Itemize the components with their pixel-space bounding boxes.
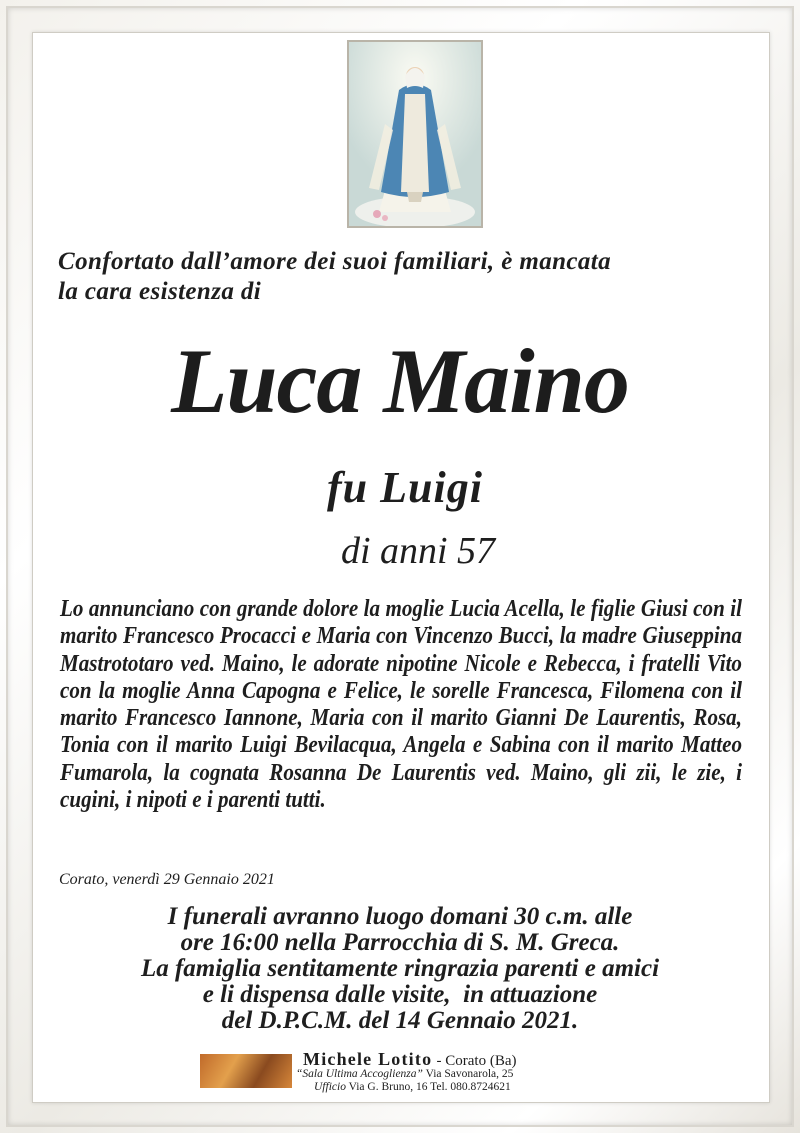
funeral-home-city: - Corato (Ba) — [436, 1053, 517, 1069]
intro-line-2: la cara esistenza di — [58, 278, 262, 305]
funeral-line: La famiglia sentitamente ringrazia parenti e amici — [140, 955, 660, 982]
funeral-home-logo — [200, 1054, 292, 1088]
funeral-info — [0, 904, 800, 1034]
funeral-home-office — [314, 1080, 754, 1094]
funeral-line: e li dispensa dalle visite, in attuazione — [202, 981, 598, 1008]
deceased-name: Luca Maino — [171, 330, 629, 432]
madonna-image — [347, 40, 483, 228]
intro-text — [58, 247, 758, 307]
office-address: Via G. Bruno, 16 — [348, 1081, 428, 1093]
funeral-line: I funerali avranno luogo domani 30 c.m. alle — [167, 903, 633, 930]
announcement-text: Lo annunciano con grande dolore la moglie Lucia Acella, le figlie Giusi con il marito Francesco Procacci e Maria con Vincenzo Bucci, la madre Giuseppina Mastrototaro ved. Maino, le adorate nipotine Nicole e Rebecca, i fratelli Vito con la moglie Anna Capogna e Felice, le sorelle Francesca, Filomena con il marito Francesco Iannone, Maria con il marito Gianni De Laurentis, Rosa, Tonia con il marito Luigi Bevilacqua, Angela e Sabina con il marito Matteo Fumarola, la cognata Rosanna De Laurentis ved. Maino, gli zii, le zie, i cugini, i nipoti e i parenti tutti. — [60, 595, 742, 814]
intro-line-1: Confortato dall’amore dei suoi familiari, è mancata — [58, 248, 612, 275]
funeral-home-name: Michele Lotito — [303, 1049, 433, 1069]
place-date: Corato, venerdì 29 Gennaio 2021 — [59, 871, 275, 888]
age: di anni 57 — [340, 530, 496, 572]
funeral-home-hall — [296, 1067, 736, 1081]
hall-address: Via Savonarola, 25 — [425, 1068, 514, 1080]
office-phone: Tel. 080.8724621 — [430, 1081, 511, 1093]
father-name: fu Luigi — [327, 463, 483, 512]
madonna-icon — [349, 42, 481, 226]
office-label: Ufficio — [314, 1081, 346, 1093]
hall-name: “Sala Ultima Accoglienza” — [296, 1068, 423, 1080]
funeral-line: ore 16:00 nella Parrocchia di S. M. Greca. — [180, 929, 620, 956]
funeral-line: del D.P.C.M. del 14 Gennaio 2021. — [221, 1007, 579, 1034]
